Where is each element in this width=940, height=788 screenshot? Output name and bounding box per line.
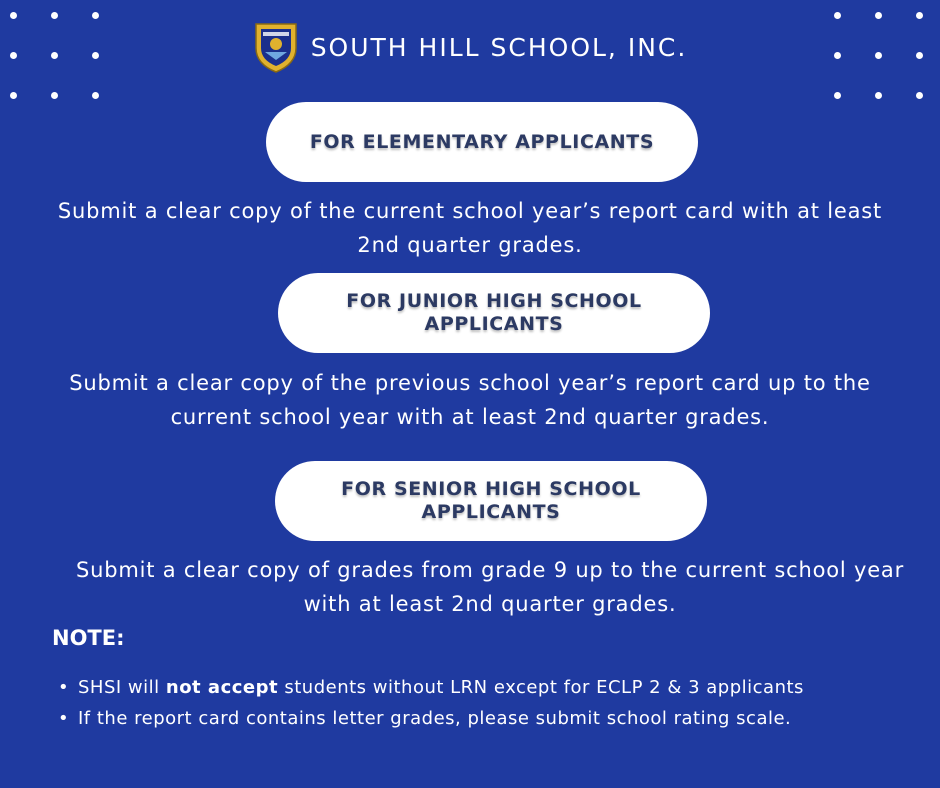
elementary-requirement-text: Submit a clear copy of the current school year’s report card with at least 2nd quarter grades. [57,199,883,257]
note-item [56,703,804,734]
heading-line: FOR ELEMENTARY APPLICANTS [309,130,655,153]
senior-high-applicants-heading [275,461,707,541]
junior-high-requirement-text: Submit a clear copy of the previous school year’s report card up to the current school year with at least 2nd quarter grades. [69,371,871,429]
heading-line: FOR JUNIOR HIGH SCHOOL [346,290,642,312]
junior-high-applicants-heading [278,273,710,353]
senior-high-requirement-text: Submit a clear copy of grades from grade 9 up to the current school year with at least 2nd quarter grades. [75,558,905,616]
school-name: SOUTH HILL SCHOOL, INC. [310,32,688,62]
school-crest-icon [253,20,299,74]
heading-line: FOR SENIOR HIGH SCHOOL [341,478,641,500]
elementary-applicants-heading [266,102,698,182]
heading-line: APPLICANTS [421,501,561,523]
note-list [56,672,804,734]
heading-line: APPLICANTS [424,313,564,335]
note-emphasis: not accept [165,677,279,698]
note-text: SHSI will [78,677,166,698]
note-text: students without LRN except for ECLP 2 & 3 applicants [278,677,804,698]
note-title: NOTE: [52,626,125,650]
note-text: If the report card contains letter grades, please submit school rating scale. [78,708,792,729]
note-item [56,672,804,703]
school-header [0,20,940,74]
